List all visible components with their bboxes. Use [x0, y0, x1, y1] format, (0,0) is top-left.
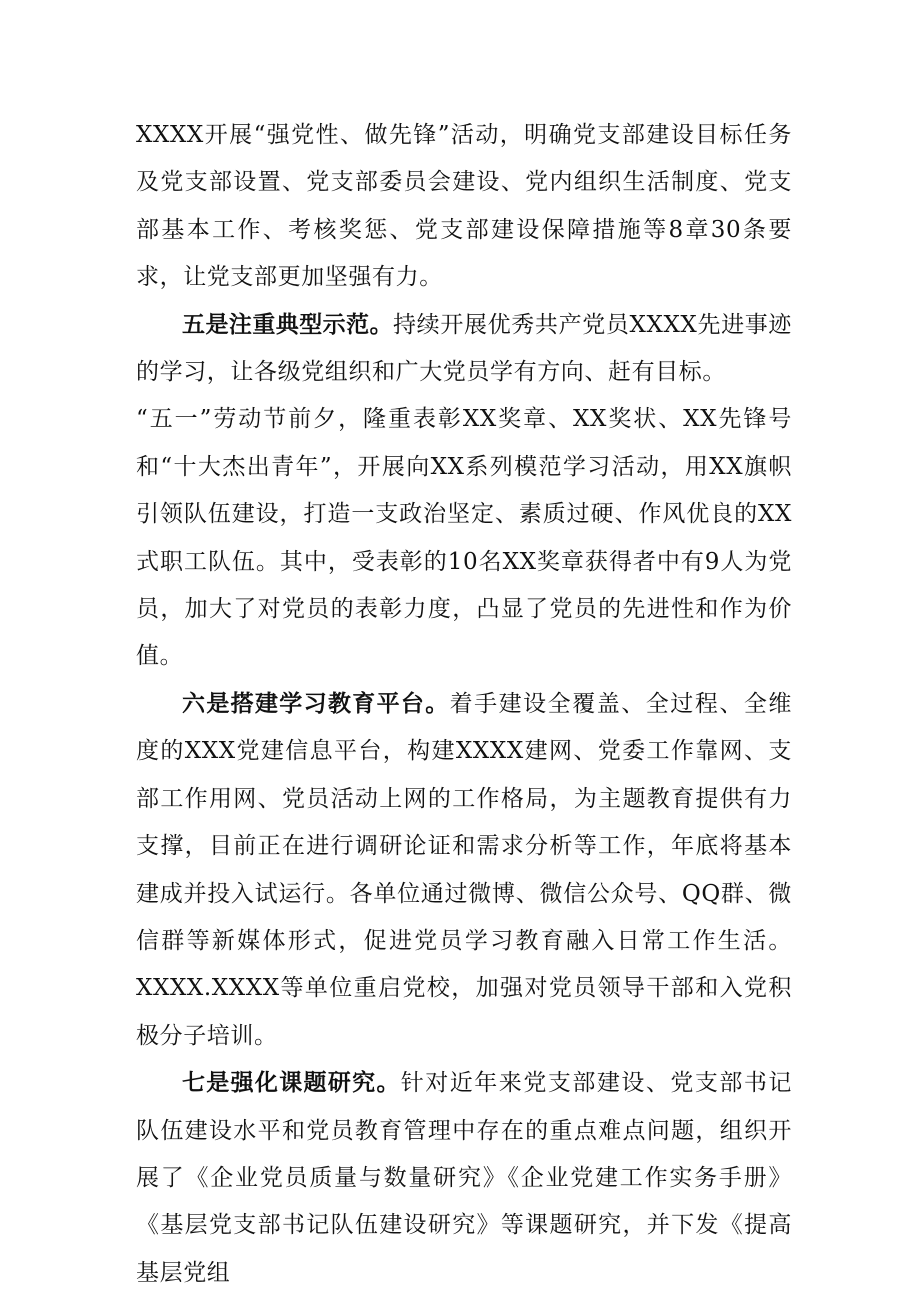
paragraph-text: 针对近年来党支部建设、党支部书记队伍建设水平和党员教育管理中存在的重点难点问题，组织开展了《企业党员质量与数量研究》《企业党建工作实务手册》《基层党支部书记队伍建设研究》等课题研究，并下发《提高基层党组 — [136, 1070, 792, 1286]
paragraph-intro-continuation — [136, 112, 792, 302]
paragraph-section-six — [136, 681, 792, 1060]
paragraph-may-day — [136, 396, 792, 680]
paragraph-text: XXXX开展“强党性、做先锋”活动，明确党支部建设目标任务及党支部设置、党支部委员会建设、党内组织生活制度、党支部基本工作、考核奖惩、党支部建设保障措施等8章30条要求，让党支部更加坚强有力。 — [136, 122, 792, 291]
paragraph-heading: 五是注重典型示范。 — [182, 311, 394, 338]
paragraph-text: 着手建设全覆盖、全过程、全维度的XXX党建信息平台，构建XXXX建网、党委工作靠网、支部工作用网、党员活动上网的工作格局，为主题教育提供有力支撑，目前正在进行调研论证和需求分析等工作，年底将基本建成并投入试运行。各单位通过微博、微信公众号、QQ群、微信群等新媒体形式，促进党员学习教育融入日常工作生活。XXXX.XXXX等单位重启党校，加强对党员领导干部和入党积极分子培训。 — [136, 690, 792, 1049]
paragraph-heading: 七是强化课题研究。 — [182, 1070, 401, 1097]
paragraph-section-seven — [136, 1060, 792, 1297]
paragraph-section-five — [136, 302, 792, 397]
paragraph-heading: 六是搭建学习教育平台。 — [182, 690, 450, 717]
paragraph-text: “五一”劳动节前夕，隆重表彰XX奖章、XX奖状、XX先锋号和“十大杰出青年”，开展向XX系列模范学习活动，用XX旗帜引领队伍建设，打造一支政治坚定、素质过硬、作风优良的XX式职工队伍。其中，受表彰的10名XX奖章获得者中有9人为党员，加大了对党员的表彰力度，凸显了党员的先进性和作为价值。 — [136, 406, 792, 670]
document-body — [136, 112, 792, 1297]
paragraph-text: 持续开展优秀共产党员XXXX先进事迹的学习，让各级党组织和广大党员学有方向、赶有目标。 — [136, 311, 792, 386]
